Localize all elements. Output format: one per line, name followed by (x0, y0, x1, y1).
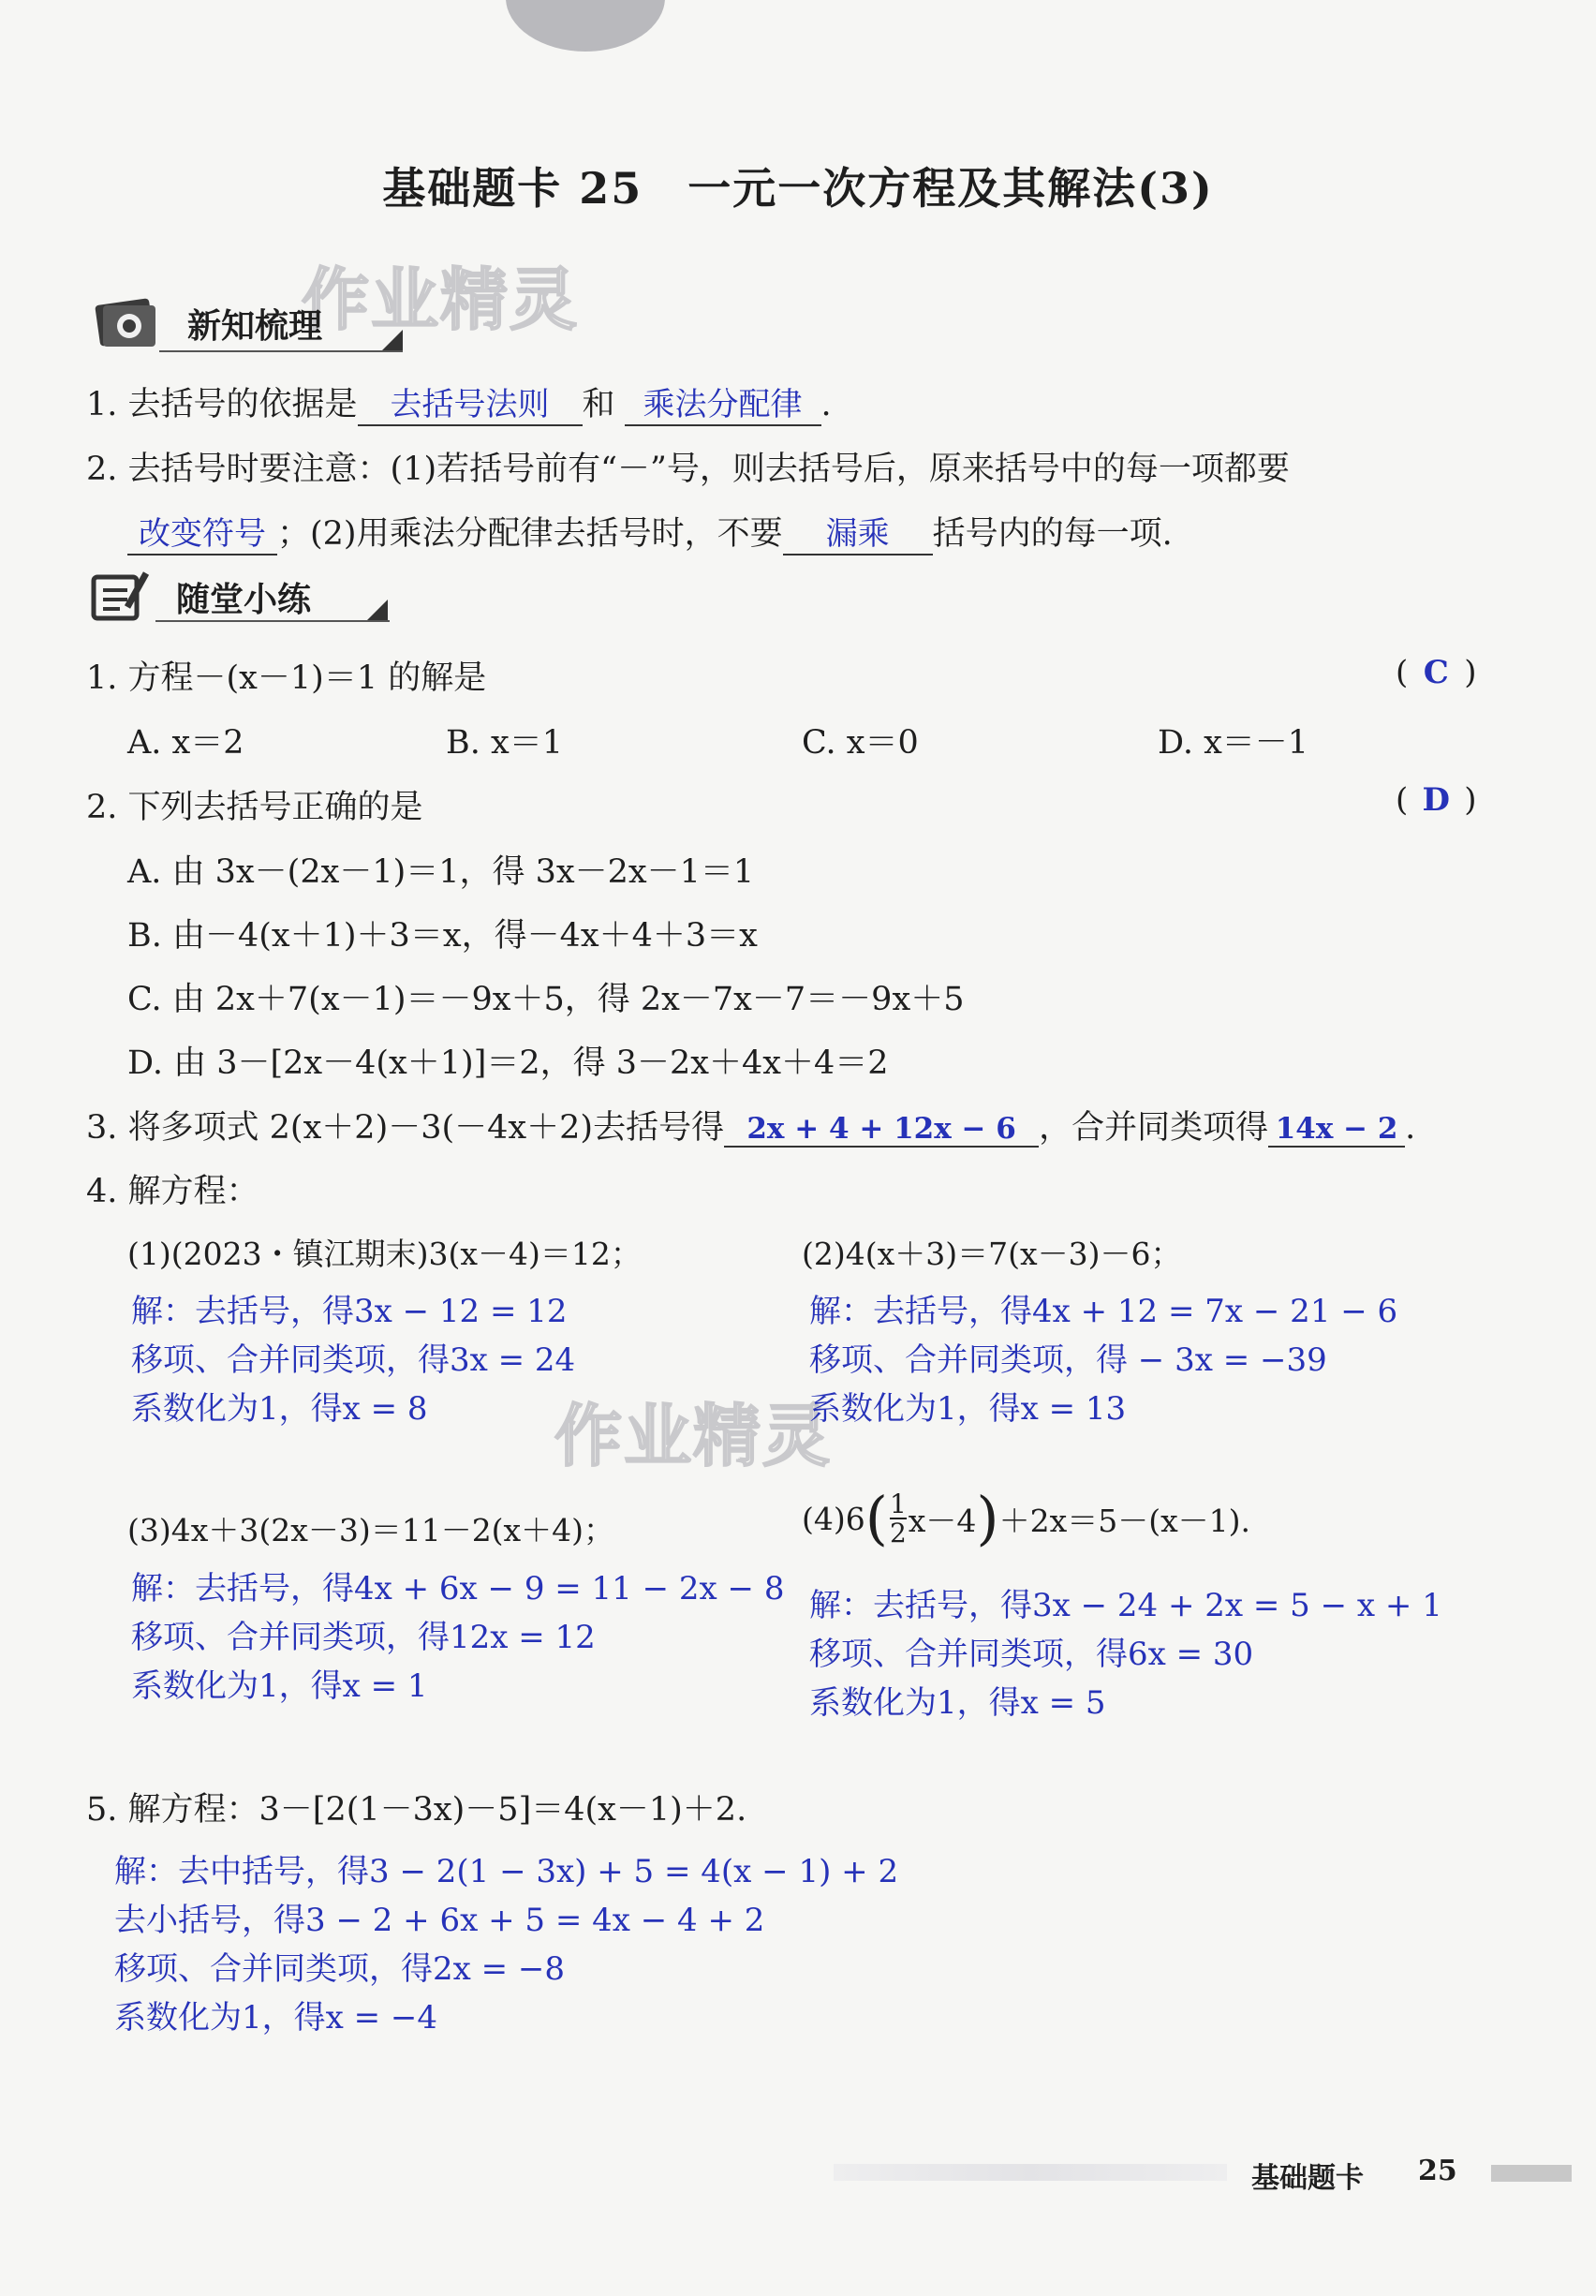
q4-part3-stem: (3)4x＋3(2x－3)＝11－2(x＋4)； (127, 1512, 615, 1548)
footer-label: 基础题卡 (1251, 2162, 1364, 2195)
option-d: D. 由 3－[2x－4(x＋1)]＝2，得 3－2x＋4x＋4＝2 (127, 1044, 889, 1082)
question-2-stem: 2. 下列去括号正确的是 (86, 789, 423, 826)
knowledge-item-2: 2. 去括号时要注意：(1)若括号前有“－”号，则去括号后，原来括号中的每一项都要 (86, 451, 1290, 488)
footer-bar (1491, 2165, 1572, 2182)
section-label-new-knowledge: 新知梳理 (187, 307, 323, 346)
section-label-class-practice: 随堂小练 (176, 581, 312, 619)
answer-blank: 去括号法则 (358, 378, 583, 426)
notebook-pencil-icon (90, 570, 152, 626)
section-underline (159, 350, 403, 352)
q4-part1-solution-line: 系数化为1，得x = 8 (131, 1390, 428, 1428)
option-a: A. 由 3x－(2x－1)＝1，得 3x－2x－1＝1 (127, 853, 755, 891)
answer-choice: D (1422, 781, 1450, 819)
page-title: 基础题卡 25 一元一次方程及其解法(3) (382, 163, 1214, 214)
section-corner-marker (382, 330, 403, 350)
q4-part4-solution-line: 解：去括号，得3x − 24 + 2x = 5 − x + 1 (809, 1587, 1442, 1624)
pen-card-icon (92, 298, 163, 354)
option-a: A. x＝2 (127, 724, 244, 762)
answer-blank: 改变符号 (127, 508, 277, 555)
option-b: B. 由－4(x＋1)＋3＝x，得－4x＋4＋3＝x (127, 917, 758, 955)
q4-part3-solution-line: 移项、合并同类项，得12x = 12 (131, 1619, 596, 1656)
q4-part2-solution-line: 移项、合并同类项，得 − 3x = −39 (809, 1341, 1327, 1379)
q4-part1-solution-line: 解：去括号，得3x − 12 = 12 (131, 1293, 568, 1330)
question-1-stem: 1. 方程－(x－1)＝1 的解是 (86, 659, 487, 697)
option-d: D. x＝－1 (1158, 724, 1309, 762)
q5-solution-line: 系数化为1，得x = −4 (114, 1999, 438, 2037)
answer-blank: 漏乘 (783, 508, 933, 555)
q4-part4-solution-line: 移项、合并同类项，得6x = 30 (809, 1636, 1254, 1673)
page-number: 25 (1418, 2155, 1457, 2187)
q4-part2-solution-line: 系数化为1，得x = 13 (809, 1390, 1127, 1428)
option-b: B. x＝1 (446, 724, 563, 762)
q4-part1-stem: (1)(2023・镇江期末)3(x－4)＝12； (127, 1236, 642, 1272)
question-3: 3. 将多项式 2(x＋2)－3(－4x＋2)去括号得 2x + 4 + 12x − 6 ，合并同类项得 14x − 2 . (86, 1109, 1416, 1147)
section-corner-marker (367, 600, 388, 620)
answer-blank: 14x − 2 (1268, 1112, 1405, 1148)
question-4-stem: 4. 解方程： (86, 1173, 259, 1210)
q5-solution-line: 移项、合并同类项，得2x = −8 (114, 1950, 566, 1988)
watermark: 作业精灵 (554, 1397, 833, 1475)
question-1-answer-box: ( C ) (1396, 654, 1477, 691)
q4-part3-solution-line: 系数化为1，得x = 1 (131, 1667, 428, 1705)
q4-part4-stem: (4)6 ( 1 2 x－4 ) ＋2x＝5－(x－1). (802, 1484, 1251, 1552)
q4-part4-solution-line: 系数化为1，得x = 5 (809, 1684, 1106, 1722)
q4-part2-solution-line: 解：去括号，得4x + 12 = 7x − 21 − 6 (809, 1293, 1398, 1330)
section-underline (155, 620, 390, 622)
fraction: 1 2 (889, 1488, 907, 1548)
faint-bleed-text (834, 2164, 1227, 2181)
q4-part1-solution-line: 移项、合并同类项，得3x = 24 (131, 1341, 576, 1379)
knowledge-item-2-cont: 改变符号 ；(2)用乘法分配律去括号时，不要 漏乘 括号内的每一项. (127, 508, 1173, 555)
q4-part2-stem: (2)4(x＋3)＝7(x－3)－6； (802, 1236, 1182, 1272)
option-c: C. x＝0 (802, 724, 919, 762)
knowledge-item-1: 1. 去括号的依据是 去括号法则 和 乘法分配律 . (86, 378, 832, 426)
question-2-answer-box: ( D ) (1396, 781, 1477, 819)
q4-part3-solution-line: 解：去括号，得4x + 6x − 9 = 11 − 2x − 8 (131, 1570, 785, 1607)
q5-solution-line: 去小括号，得3 − 2 + 6x + 5 = 4x − 4 + 2 (114, 1902, 765, 1939)
answer-blank: 乘法分配律 (625, 378, 821, 426)
page-corner-shadow (506, 0, 665, 52)
answer-choice: C (1423, 654, 1449, 691)
answer-blank: 2x + 4 + 12x − 6 (724, 1112, 1039, 1148)
option-c: C. 由 2x＋7(x－1)＝－9x＋5，得 2x－7x－7＝－9x＋5 (127, 981, 965, 1018)
watermark: 作业精灵 (302, 260, 580, 339)
q5-solution-line: 解：去中括号，得3 − 2(1 − 3x) + 5 = 4(x − 1) + 2 (114, 1853, 899, 1890)
question-5-stem: 5. 解方程：3－[2(1－3x)－5]＝4(x－1)＋2. (86, 1791, 747, 1829)
